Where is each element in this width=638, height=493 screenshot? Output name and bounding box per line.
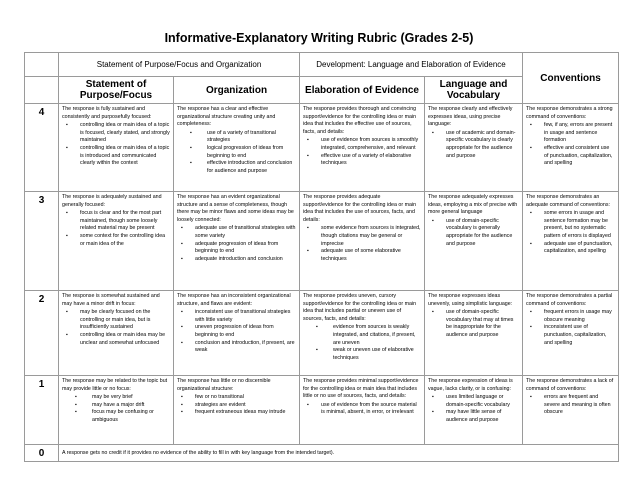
criteria-bullet: ▪ use of domain-specific vocabulary is generally appropriate for the audience and purpose <box>446 218 519 248</box>
score-cell: 1 <box>25 376 59 445</box>
criteria-bullet: ▪ uneven progression of ideas from beginning to end <box>195 324 296 339</box>
criteria-bullet: ▪ evidence from sources is weakly integrated, and citations, if present, are uneven <box>333 324 421 347</box>
rubric-row <box>25 104 619 192</box>
score-cell: 3 <box>25 192 59 291</box>
criteria-bullet: ▪ may be very brief <box>92 394 170 402</box>
criteria-bullet: ▪ strategies are evident <box>195 402 296 410</box>
criteria-bullets <box>526 122 615 168</box>
criteria-cell-purpose-focus <box>59 376 174 445</box>
corner-cell <box>25 53 59 77</box>
criteria-cell-elaboration <box>300 376 425 445</box>
criteria-bullets <box>428 130 519 160</box>
criteria-bullets <box>62 122 170 168</box>
criteria-bullets <box>62 309 170 347</box>
criteria-bullets <box>177 225 296 263</box>
criteria-intro: The response has a clear and effective organizational structure creating unity and completeness: <box>177 106 276 128</box>
criteria-cell-purpose-focus <box>59 104 174 192</box>
column-header-organization: Organization <box>174 77 300 104</box>
criteria-intro: The response demonstrates an adequate command of conventions: <box>526 194 610 208</box>
criteria-bullet: ▪ effective introduction and conclusion for audience and purpose <box>207 160 296 175</box>
criteria-intro: The response has an evident organizational structure and a sense of completeness, though there may be minor flaws and some ideas may be loosely connected: <box>177 194 294 223</box>
criteria-cell-language <box>425 376 523 445</box>
criteria-bullet: ▪ uses limited language or domain-specific vocabulary <box>446 394 519 409</box>
criteria-cell-language <box>425 291 523 376</box>
criteria-bullets <box>177 394 296 417</box>
criteria-bullet: ▪ inconsistent use of transitional strategies with little variety <box>195 309 296 324</box>
criteria-cell-conventions <box>523 291 619 376</box>
criteria-bullet: ▪ effective use of a variety of elaborative techniques <box>321 153 421 168</box>
criteria-bullet: ▪ adequate use of transitional strategies with some variety <box>195 225 296 240</box>
criteria-bullet: ▪ adequate use of punctuation, capitalization, and spelling <box>544 241 615 256</box>
criteria-bullet: ▪ use of academic and domain-specific vocabulary is clearly appropriate for the audience and purpose <box>446 130 519 160</box>
criteria-cell-elaboration <box>300 291 425 376</box>
criteria-cell-language <box>425 104 523 192</box>
score-cell: 4 <box>25 104 59 192</box>
criteria-bullet: ▪ controlling idea or main idea may be unclear and somewhat unfocused <box>80 332 170 347</box>
criteria-bullet: ▪ frequent extraneous ideas may intrude <box>195 409 296 417</box>
rubric-row <box>25 376 619 445</box>
criteria-bullet: ▪ use of evidence from the source material is minimal, absent, in error, or irrelevant <box>321 402 421 417</box>
criteria-bullets <box>62 394 170 424</box>
criteria-cell-purpose-focus <box>59 291 174 376</box>
criteria-bullet: ▪ frequent errors in usage may obscure meaning <box>544 309 615 324</box>
criteria-bullet: ▪ adequate progression of ideas from beginning to end <box>195 241 296 256</box>
criteria-intro: The response demonstrates a partial command of conventions: <box>526 293 613 307</box>
criteria-bullet: ▪ may have a major drift <box>92 402 170 410</box>
rubric-row <box>25 192 619 291</box>
criteria-intro: The response provides minimal support/evidence for the controlling idea or main idea that includes little or no use of sources, facts, and details: <box>303 378 419 400</box>
criteria-bullet: ▪ some context for the controlling idea or main idea of the <box>80 233 170 248</box>
criteria-bullets <box>526 394 615 417</box>
page-title: Informative-Explanatory Writing Rubric (Grades 2-5) <box>164 31 474 45</box>
criteria-cell-elaboration <box>300 192 425 291</box>
criteria-cell-organization <box>174 104 300 192</box>
criteria-intro: The response is adequately sustained and generally focused: <box>62 194 162 208</box>
criteria-cell-organization <box>174 376 300 445</box>
criteria-bullet: ▪ use of domain-specific vocabulary that may at times be inappropriate for the audience and purpose <box>446 309 519 339</box>
criteria-bullet: ▪ few, if any, errors are present in usage and sentence formation <box>544 122 615 145</box>
criteria-bullet: ▪ adequate introduction and conclusion <box>195 256 296 264</box>
criteria-bullet: ▪ focus is clear and for the most part maintained, though some loosely related material may be present <box>80 210 170 233</box>
criteria-intro: The response provides thorough and convincing support/evidence for the controlling idea or main idea that includes the effective use of sources, facts, and details: <box>303 106 417 135</box>
criteria-cell-organization <box>174 291 300 376</box>
group-header-development: Development: Language and Elaboration of Evidence <box>300 53 523 77</box>
corner-cell <box>25 77 59 104</box>
criteria-bullet: ▪ may be clearly focused on the controlling or main idea, but is insufficiently sustained <box>80 309 170 332</box>
criteria-bullets <box>303 225 421 263</box>
criteria-bullets <box>428 394 519 424</box>
criteria-bullet: ▪ may have little sense of audience and purpose <box>446 409 519 424</box>
criteria-bullet: ▪ few or no transitional <box>195 394 296 402</box>
criteria-bullets <box>526 210 615 256</box>
criteria-bullets <box>428 309 519 339</box>
criteria-cell-conventions <box>523 192 619 291</box>
criteria-bullets <box>526 309 615 347</box>
column-header-conventions: Conventions <box>523 53 619 104</box>
criteria-cell-conventions <box>523 376 619 445</box>
criteria-bullet: ▪ use of a variety of transitional strategies <box>207 130 296 145</box>
criteria-bullets <box>303 137 421 167</box>
criteria-bullet: ▪ logical progression of ideas from beginning to end <box>207 145 296 160</box>
criteria-cell-organization <box>174 192 300 291</box>
group-header-purpose-organization: Statement of Purpose/Focus and Organization <box>59 53 300 77</box>
criteria-bullets <box>303 324 421 362</box>
criteria-bullet: ▪ weak or uneven use of elaborative techniques <box>333 347 421 362</box>
column-header-language: Language and Vocabulary <box>425 77 523 104</box>
criteria-bullet: ▪ conclusion and introduction, if present, are weak <box>195 340 296 355</box>
criteria-bullets <box>177 130 296 176</box>
criteria-bullets <box>177 309 296 355</box>
criteria-bullets <box>428 218 519 248</box>
criteria-intro: The response demonstrates a lack of command of conventions: <box>526 378 614 392</box>
criteria-bullet: ▪ controlling idea or main idea of a topic is introduced and communicated clearly within the context <box>80 145 170 168</box>
rubric-row <box>25 291 619 376</box>
criteria-bullets <box>62 210 170 248</box>
criteria-cell-conventions <box>523 104 619 192</box>
criteria-intro: The response expresses ideas unevenly, using simplistic language: <box>428 293 513 307</box>
criteria-intro: The response is fully sustained and consistently and purposefully focused: <box>62 106 152 120</box>
criteria-bullet: ▪ use of evidence from sources is smoothly integrated, comprehensive, and relevant <box>321 137 421 152</box>
criteria-cell-elaboration <box>300 104 425 192</box>
criteria-intro: The response adequately expresses ideas, employing a mix of precise with more general language <box>428 194 518 216</box>
criteria-bullet: ▪ adequate use of some elaborative techniques <box>321 248 421 263</box>
criteria-intro: The response expression of ideas is vague, lacks clarity, or is confusing: <box>428 378 513 392</box>
column-header-elaboration: Elaboration of Evidence <box>300 77 425 104</box>
score-cell: 2 <box>25 291 59 376</box>
criteria-bullet: ▪ controlling idea or main idea of a topic is focused, clearly stated, and strongly maintained <box>80 122 170 145</box>
score-cell: 0 <box>25 445 59 462</box>
criteria-cell-purpose-focus <box>59 192 174 291</box>
criteria-bullet: ▪ some errors in usage and sentence formation may be present, but no systematic pattern of errors is displayed <box>544 210 615 240</box>
criteria-bullets <box>303 402 421 417</box>
criteria-intro: The response demonstrates a strong command of conventions: <box>526 106 613 120</box>
criteria-intro: The response has an inconsistent organizational structure, and flaws are evident: <box>177 293 291 307</box>
zero-score-description: A response gets no credit if it provides no evidence of the ability to fill in with key language from the intended target). <box>59 445 619 462</box>
criteria-intro: The response provides uneven, cursory support/evidence for the controlling idea or main idea that includes partial or uneven use of sources, facts, and details: <box>303 293 417 322</box>
criteria-bullet: ▪ inconsistent use of punctuation, capitalization, and spelling <box>544 324 615 347</box>
rubric-table <box>24 52 619 462</box>
criteria-cell-language <box>425 192 523 291</box>
criteria-bullet: ▪ some evidence from sources is integrated, though citations may be general or imprecise <box>321 225 421 248</box>
criteria-intro: The response is somewhat sustained and may have a minor drift in focus: <box>62 293 160 307</box>
criteria-intro: The response has little or no discernible organizational structure: <box>177 378 271 392</box>
criteria-bullet: ▪ errors are frequent and severe and meaning is often obscure <box>544 394 615 417</box>
criteria-bullet: ▪ focus may be confusing or ambiguous <box>92 409 170 424</box>
criteria-intro: The response provides adequate support/evidence for the controlling idea or main idea that includes the use of sources, facts, and details: <box>303 194 417 223</box>
column-header-purpose-focus: Statement of Purpose/Focus <box>59 77 174 104</box>
criteria-bullet: ▪ effective and consistent use of punctuation, capitalization, and spelling <box>544 145 615 168</box>
criteria-intro: The response clearly and effectively expresses ideas, using precise language: <box>428 106 513 128</box>
criteria-intro: The response may be related to the topic but may provide little or no focus: <box>62 378 168 392</box>
rubric-row-zero <box>25 445 619 462</box>
